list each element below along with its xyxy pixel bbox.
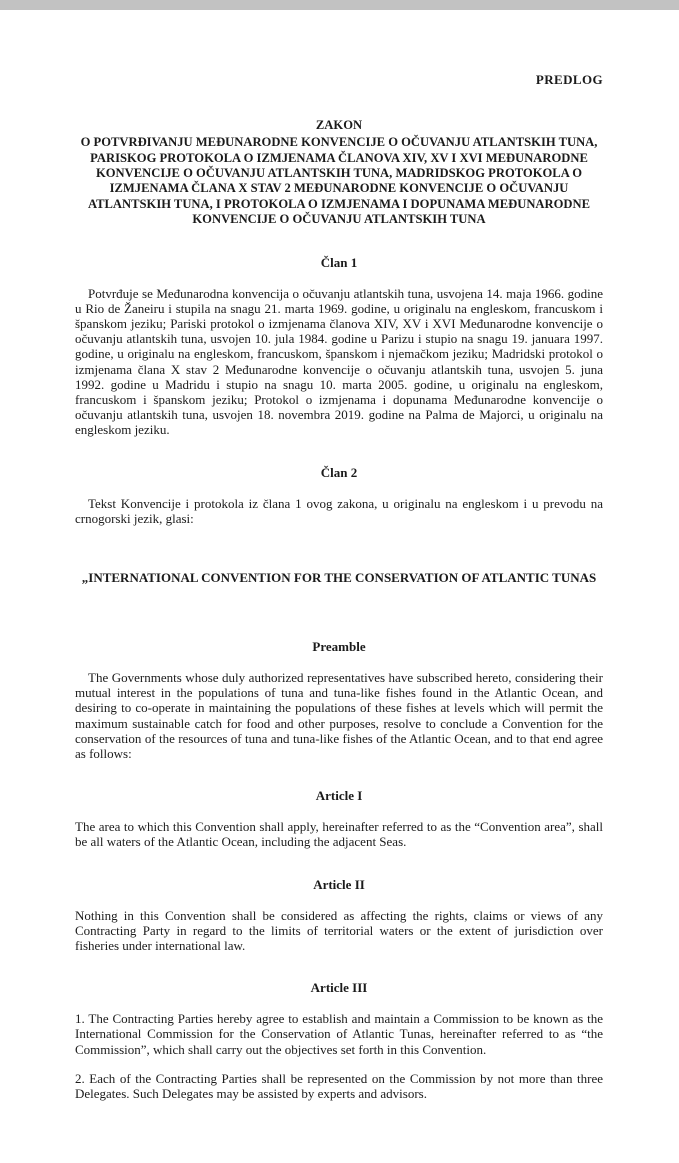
article-i-heading: Article I [315,788,363,804]
preamble-heading: Preamble [312,638,366,654]
convention-title: „INTERNATIONAL CONVENTION FOR THE CONSERVATION OF ATLANTIC TUNAS [81,569,597,585]
article-ii-heading: Article II [313,876,365,892]
article-iii-heading: Article III [310,980,368,996]
article-iii-para-2: 2. Each of the Contracting Parties shall be represented on the Commission by not more than three Delegates. Such Delegates may be assisted by experts and advisors. [75,1070,603,1101]
document-page [0,10,679,1163]
document-tag: PREDLOG [535,72,603,87]
clan-1-heading: Član 1 [320,254,358,270]
preamble-body: The Governments whose duly authorized representatives have subscribed hereto, considering their mutual interest in the populations of tuna and tuna-like fishes found in the Atlantic Ocean, and desiring to co-operate in maintaining the populations of these fishes at levels which will permit the maximum sustainable catch for food and other purposes, resolve to conclude a Convention for the conservation of the resources of tuna and tuna-like fishes of the Atlantic Ocean, and to that end agree as follows: [75,669,603,761]
clan-2-body: Tekst Konvencije i protokola iz člana 1 ovog zakona, u originalu na engleskom i u prevodu na crnogorski jezik, glasi: [75,495,603,526]
article-iii-para-1: 1. The Contracting Parties hereby agree to establish and maintain a Commission to be known as the International Commission for the Conservation of Atlantic Tunas, hereinafter referred to as “the Commission”, which shall carry out the objectives set forth in this Convention. [75,1011,603,1057]
clan-2-heading: Član 2 [320,464,358,480]
law-title: ZAKON [315,118,363,132]
article-i-body: The area to which this Convention shall apply, hereinafter referred to as the “Convention area”, shall be all waters of the Atlantic Ocean, including the adjacent Seas. [75,819,603,850]
clan-1-body: Potvrđuje se Međunarodna konvencija o očuvanju atlantskih tuna, usvojena 14. maja 1966. godine u Rio de Žaneiru i stupila na snagu 21. marta 1969. godine, u originalu na engleskom, francuskom i španskom jeziku; Pariski protokol o izmjenama članova XIV, XV i XVI Međunarodne konvencije o očuvanju atlantskih tuna, usvojen 10. jula 1984. godine u Parizu i stupio na snagu 19. januara 1997. godine, u originalu na engleskom, francuskom, španskom i njemačkom jeziku; Madridski protokol o izmjenama člana X stav 2 Međunarodne konvencije o očuvanju atlantskih tuna, usvojen 5. juna 1992. godine u Madridu i stupio na snagu 10. marta 2005. godine, u originalu na engleskom, francuskom i španskom jeziku; Protokol o izmjenama i dopunama Međunarodne konvencije o očuvanju atlantskih tuna, usvojen 18. novembra 2019. godine na Palma de Majorci, u originalu na engleskom jeziku. [75,285,603,438]
article-ii-body: Nothing in this Convention shall be considered as affecting the rights, claims or views of any Contracting Party in regard to the limits of territorial waters or the extent of jurisdiction over fisheries under international law. [75,907,603,953]
law-subtitle: O POTVRĐIVANJU MEĐUNARODNE KONVENCIJE O OČUVANJU ATLANTSKIH TUNA, PARISKOG PROTOKOLA O IZMJENAMA ČLANOVA XIV, XV I XVI MEĐUNARODNE KONVENCIJE O OČUVANJU ATLANTSKIH TUNA, MADRIDSKOG PROTOKOLA O IZMJENAMA ČLANA X STAV 2 MEĐUNARODNE KONVENCIJE O OČUVANJU ATLANTSKIH TUNA, I PROTOKOLA O IZMJENAMA I DOPUNAMA MEĐUNARODNE KONVENCIJE O OČUVANJU ATLANTSKIH TUNA [80,135,598,227]
spacer [75,586,603,612]
